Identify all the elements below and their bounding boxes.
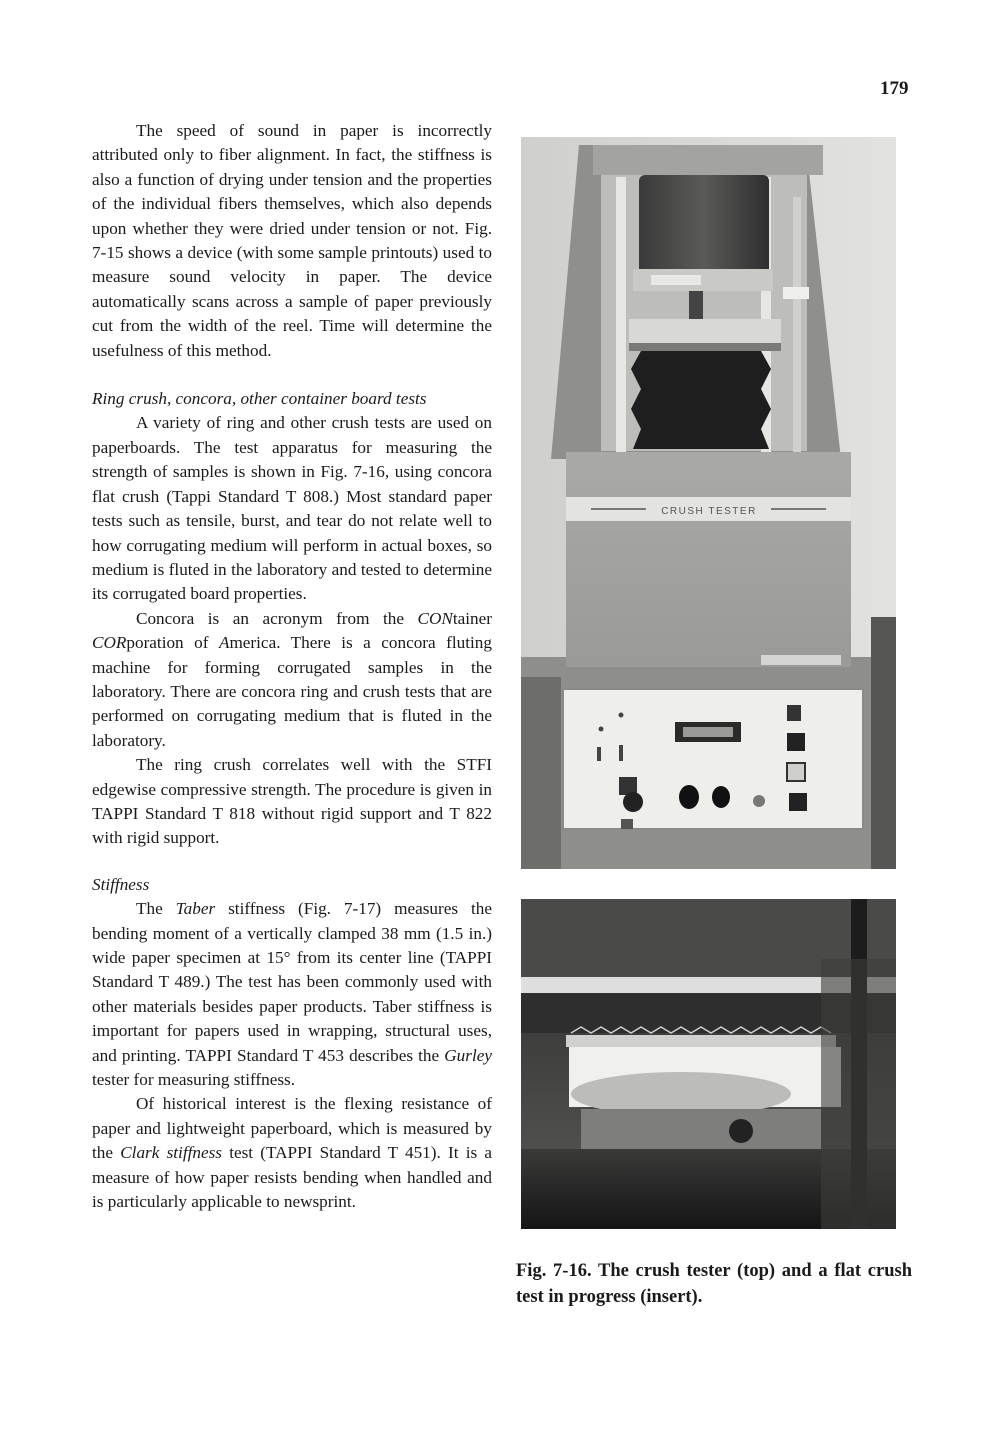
- page-number: 179: [880, 78, 909, 99]
- paragraph-concora: [92, 607, 492, 753]
- paragraph-clark: [92, 1092, 492, 1214]
- figure-caption: Fig. 7-16. The crush tester (top) and a flat crush test in progress (insert).: [516, 1261, 912, 1307]
- acronym-cor: COR: [92, 633, 127, 653]
- text-run: merica. There is a concora fluting machine for forming corrugated samples in the laboratory. There are concora ring and crush tests that are performed on corrugating medium that is fluted in the laboratory.: [92, 633, 492, 750]
- term-taber: Taber: [175, 899, 216, 919]
- section-heading-ring-crush: Ring crush, concora, other container board tests: [92, 389, 427, 409]
- acronym-con: CON: [417, 608, 453, 628]
- text-run: poration of: [126, 633, 219, 653]
- flat-crush-illustration: [521, 899, 896, 1229]
- term-clark-stiffness: Clark stiffness: [120, 1143, 222, 1163]
- text-column: [92, 119, 492, 1214]
- text-run: tainer: [452, 608, 492, 628]
- text-run: test (TAPPI Standard T 451). It is a measure of how paper resists bending when handled and is particularly applicable to newsprint.: [92, 1143, 493, 1212]
- section-heading-stiffness: Stiffness: [92, 874, 150, 894]
- text-run: tester for measuring stiffness.: [92, 1070, 296, 1090]
- panel-label: CRUSH TESTER: [661, 506, 757, 517]
- acronym-a: A: [218, 633, 230, 653]
- paragraph-ring-crush-stfi: The ring crush correlates well with the STFI edgewise compressive strength. The procedure is given in TAPPI Standard T 818 without rigid support and T 822 with rigid support.: [92, 755, 492, 848]
- paragraph-ring-crush: A variety of ring and other crush tests are used on paperboards. The test apparatus for measuring the strength of samples is shown in Fig. 7-16, using concora flat crush (Tappi Standard T 808.) Most standard paper tests such as tensile, burst, and tear do not relate well to how corrugating medium will perform in actual boxes, so medium is fluted in the laboratory and tested to determine its corrugated board properties.: [92, 413, 492, 604]
- flat-crush-test-photo: [521, 899, 896, 1229]
- text-run: Concora is an acronym from the: [136, 608, 418, 628]
- paragraph-taber: [92, 897, 492, 1092]
- paragraph-sound-speed: The speed of sound in paper is incorrectly attributed only to fiber alignment. In fact, the stiffness is also a function of drying under tension and the properties of the individual fibers themselves, which also depends upon whether they were dried under tension or not. Fig. 7-15 shows a device (with some sample printouts) used to measure sound velocity in paper. The device automatically scans across a sample of paper previously cut from the width of the reel. Time will determine the usefulness of this method.: [92, 121, 492, 360]
- crush-tester-illustration: [521, 137, 896, 869]
- text-run: Of historical interest is the flexing resistance of paper and lightweight paperboard, which is measured by the: [92, 1094, 492, 1163]
- text-run: stiffness (Fig. 7-17) measures the bending moment of a vertically clamped 38 mm (1.5 in.) wide paper specimen at 15° from its center line (TAPPI Standard T 489.) The test has been commonly used with other materials besides paper products. Taber stiffness is important for papers used in wrapping, structural uses, and printing. TAPPI Standard T 453 describes the: [92, 899, 492, 1065]
- term-gurley: Gurley: [444, 1045, 492, 1065]
- crush-tester-photo: [521, 137, 896, 869]
- text-run: The: [136, 899, 176, 919]
